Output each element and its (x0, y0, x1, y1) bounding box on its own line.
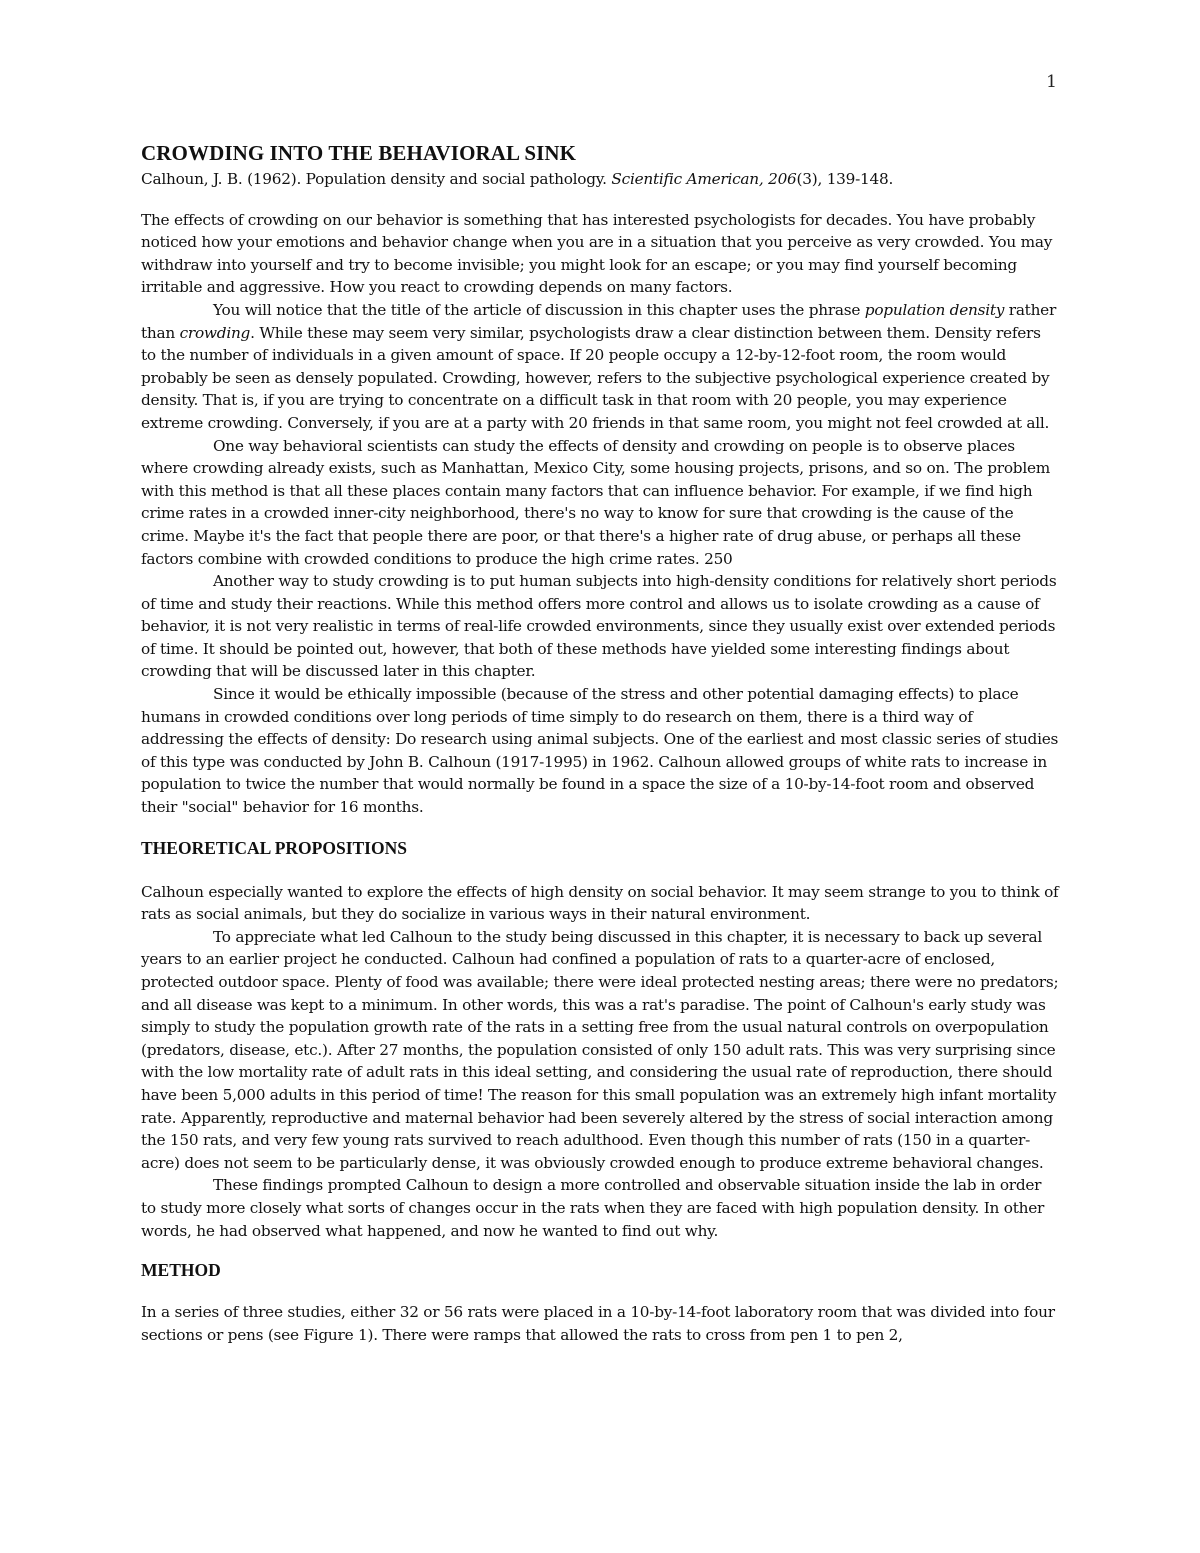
intro-paragraph-2 (141, 299, 1059, 435)
method-paragraph-1: In a series of three studies, either 32 or 56 rats were placed in a 10-by-14-foot laboratory room that was divided into four sections or pens (see Figure 1). There were ramps that allowed the rats to cross from pen 1 to pen 2, (141, 1303, 1055, 1344)
theoretical-paragraph-2: To appreciate what led Calhoun to the study being discussed in this chapter, it is necessary to back up several years to an earlier project he conducted. Calhoun had confined a population of rats to a quarter-acre of enclosed, protected outdoor space. Plenty of food was available; there were ideal protected nesting areas; there were no predators; and all disease was kept to a minimum. In other words, this was a rat's paradise. The point of Calhoun's early study was simply to study the population growth rate of the rats in a setting free from the usual natural controls on overpopulation (predators, disease, etc.). After 27 months, the population consisted of only 150 adult rats. This was very surprising since with the low mortality rate of adult rats in this ideal setting, and considering the usual rate of reproduction, there should have been 5,000 adults in this period of time! The reason for this small population was an extremely high infant mortality rate. Apparently, reproductive and maternal behavior had been severely altered by the stress of social interaction among the 150 rats, and very few young rats survived to reach adulthood. Even though this number of rats (150 in a quarter-acre) does not seem to be particularly dense, it was obviously crowded enough to produce extreme behavioral changes. (141, 927, 1059, 1172)
theoretical-paragraph-1: Calhoun especially wanted to explore the effects of high density on social behavior. It may seem strange to you to think of rats as social animals, but they do socialize in various ways in their natural environment. (141, 882, 1059, 924)
intro-paragraph-2-part-c: . While these may seem very similar, psychologists draw a clear distinction between them. Density refers to the number of individuals in a given amount of space. If 20 people occupy a 12-by-12-foot room, the room would probably be seen as densely populated. Crowding, however, refers to the subjective psychological experience created by density. That is, if you are trying to concentrate on a difficult task in that room with 20 people, you may experience extreme crowding. Conversely, if you are at a party with 20 friends in that same room, you might not feel crowded at all. (141, 323, 1050, 432)
theoretical-paragraph-3: These findings prompted Calhoun to design a more controlled and observable situation inside the lab in order to study more closely what sorts of changes occur in the rats when they are faced with high population density. In other words, he had observed what happened, and now he wanted to find out why. (141, 1176, 1045, 1240)
section-heading-method: METHOD (141, 1260, 221, 1281)
intro-paragraph-5: Since it would be ethically impossible (because of the stress and other potential damaging effects) to place humans in crowded conditions over long periods of time simply to do research on them, there is a third way of addressing the effects of density: Do research using animal subjects. One of the earliest and most classic series of studies of this type was conducted by John B. Calhoun (1917-1995) in 1962. Calhoun allowed groups of white rats to increase in population to twice the number that would normally be found in a space the size of a 10-by-14-foot room and observed their "social" behavior for 16 months. (141, 685, 1059, 817)
page-number: 1 (1046, 72, 1057, 92)
intro-paragraph-4: Another way to study crowding is to put human subjects into high-density conditions for relatively short periods of time and study their reactions. While this method offers more control and allows us to isolate crowding as a cause of behavior, it is not very realistic in terms of real-life crowded environments, since they usually exist over extended periods of time. It should be pointed out, however, that both of these methods have yielded some interesting findings about crowding that will be discussed later in this chapter. (141, 572, 1057, 681)
intro-paragraph-2-part-a: You will notice that the title of the article of discussion in this chapter uses the phrase (213, 300, 865, 319)
document-title: CROWDING INTO THE BEHAVIORAL SINK (141, 141, 577, 165)
intro-paragraph-3: One way behavioral scientists can study the effects of density and crowding on people is to observe places where crowding already exists, such as Manhattan, Mexico City, some housing projects, prisons, and so on. The problem with this method is that all these places contain many factors that can influence behavior. For example, if we find high crime rates in a crowded inner-city neighborhood, there's no way to know for sure that crowding is the cause of the crime. Maybe it's the fact that people there are poor, or that there's a higher rate of drug abuse, or perhaps all these factors combine with crowded conditions to produce the high crime rates. 250 (141, 436, 1051, 568)
citation (141, 168, 1059, 191)
document-body (141, 141, 1059, 1346)
citation-issue-pages: (3), 139-148. (796, 170, 894, 188)
citation-authors: Calhoun, J. B. (1962). Population density and social pathology. (141, 170, 612, 188)
intro-paragraph-2-part-b: rather than (141, 300, 1057, 342)
section-heading-theoretical-propositions: THEORETICAL PROPOSITIONS (141, 837, 407, 858)
term-crowding: crowding (179, 323, 251, 342)
intro-paragraph-1: The effects of crowding on our behavior is something that has interested psychologists for decades. You have probably noticed how your emotions and behavior change when you are in a situation that you perceive as very crowded. You may withdraw into yourself and try to become invisible; you might look for an escape; or you may find yourself becoming irritable and aggressive. How you react to crowding depends on many factors. (141, 210, 1053, 297)
citation-journal: Scientific American, 206 (611, 170, 797, 188)
term-population-density: population density (864, 300, 1005, 319)
